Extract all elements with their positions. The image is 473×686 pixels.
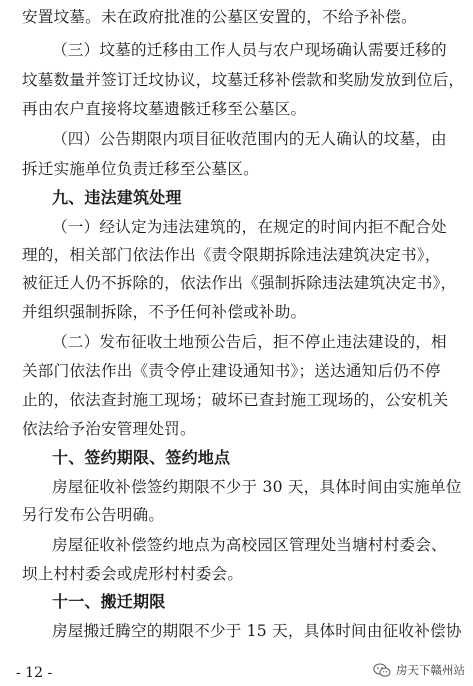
text-line: （一）经认定为违法建筑的，在规定的时间内拒不配合处: [52, 218, 447, 236]
wechat-icon: [373, 663, 391, 678]
text-line: 被征迁人仍不拆除的，依法作出《强制拆除违法建筑决定书》，: [22, 274, 457, 292]
text-line: 房屋征收补偿签约期限不少于 30 天，具体时间由实施单位: [52, 478, 462, 496]
text-line: 止的，依法查封施工现场；破坏已查封施工现场的，公安机关: [22, 391, 449, 409]
text-line: 拆迁实施单位负责迁移至公墓区。: [22, 160, 259, 178]
text-line: （三）坟墓的迁移由工作人员与农户现场确认需要迁移的: [52, 41, 447, 59]
text-line: 依法给予治安管理处罚。: [22, 420, 196, 438]
text-line: 坝上村村委会或虎形村村委会。: [22, 565, 244, 583]
section-heading: 十一、搬迁期限: [52, 592, 166, 611]
text-line: 房屋征收补偿签约地点为高校园区管理处当塘村村委会、: [52, 536, 447, 554]
text-line: 另行发布公告明确。: [22, 506, 165, 524]
text-line: 关部门依法作出《责令停止建设通知书》；送达通知后仍不停: [22, 362, 441, 380]
page-number: - 12 -: [16, 665, 53, 681]
section-heading: 九、违法建筑处理: [52, 188, 182, 207]
section-heading: 十、签约期限、签约地点: [52, 448, 231, 467]
text-line: 并组织强制拆除，不予任何补偿或补助。: [22, 303, 307, 321]
text-line: 房屋搬迁腾空的期限不少于 15 天，具体时间由征收补偿协: [52, 622, 462, 640]
watermark-text: 房天下赣州站: [396, 663, 465, 677]
text-line: 理的，相关部门依法作出《责令限期拆除违法建筑决定书》，: [22, 246, 441, 264]
text-line: （四）公告期限内项目征收范围内的无人确认的坟墓，由: [52, 130, 447, 148]
text-line: 再由农户直接将坟墓遗骸迁移至公墓区。: [22, 100, 307, 118]
text-line: 坟墓数量并签订迁坟协议，坟墓迁移补偿款和奖励发放到位后，: [22, 71, 465, 89]
text-line: （二）发布征收土地预公告后，拒不停止违法建设的，相: [52, 333, 447, 351]
watermark: [373, 662, 465, 678]
text-line: 安置坟墓。未在政府批准的公墓区安置的，不给予补偿。: [22, 8, 417, 26]
